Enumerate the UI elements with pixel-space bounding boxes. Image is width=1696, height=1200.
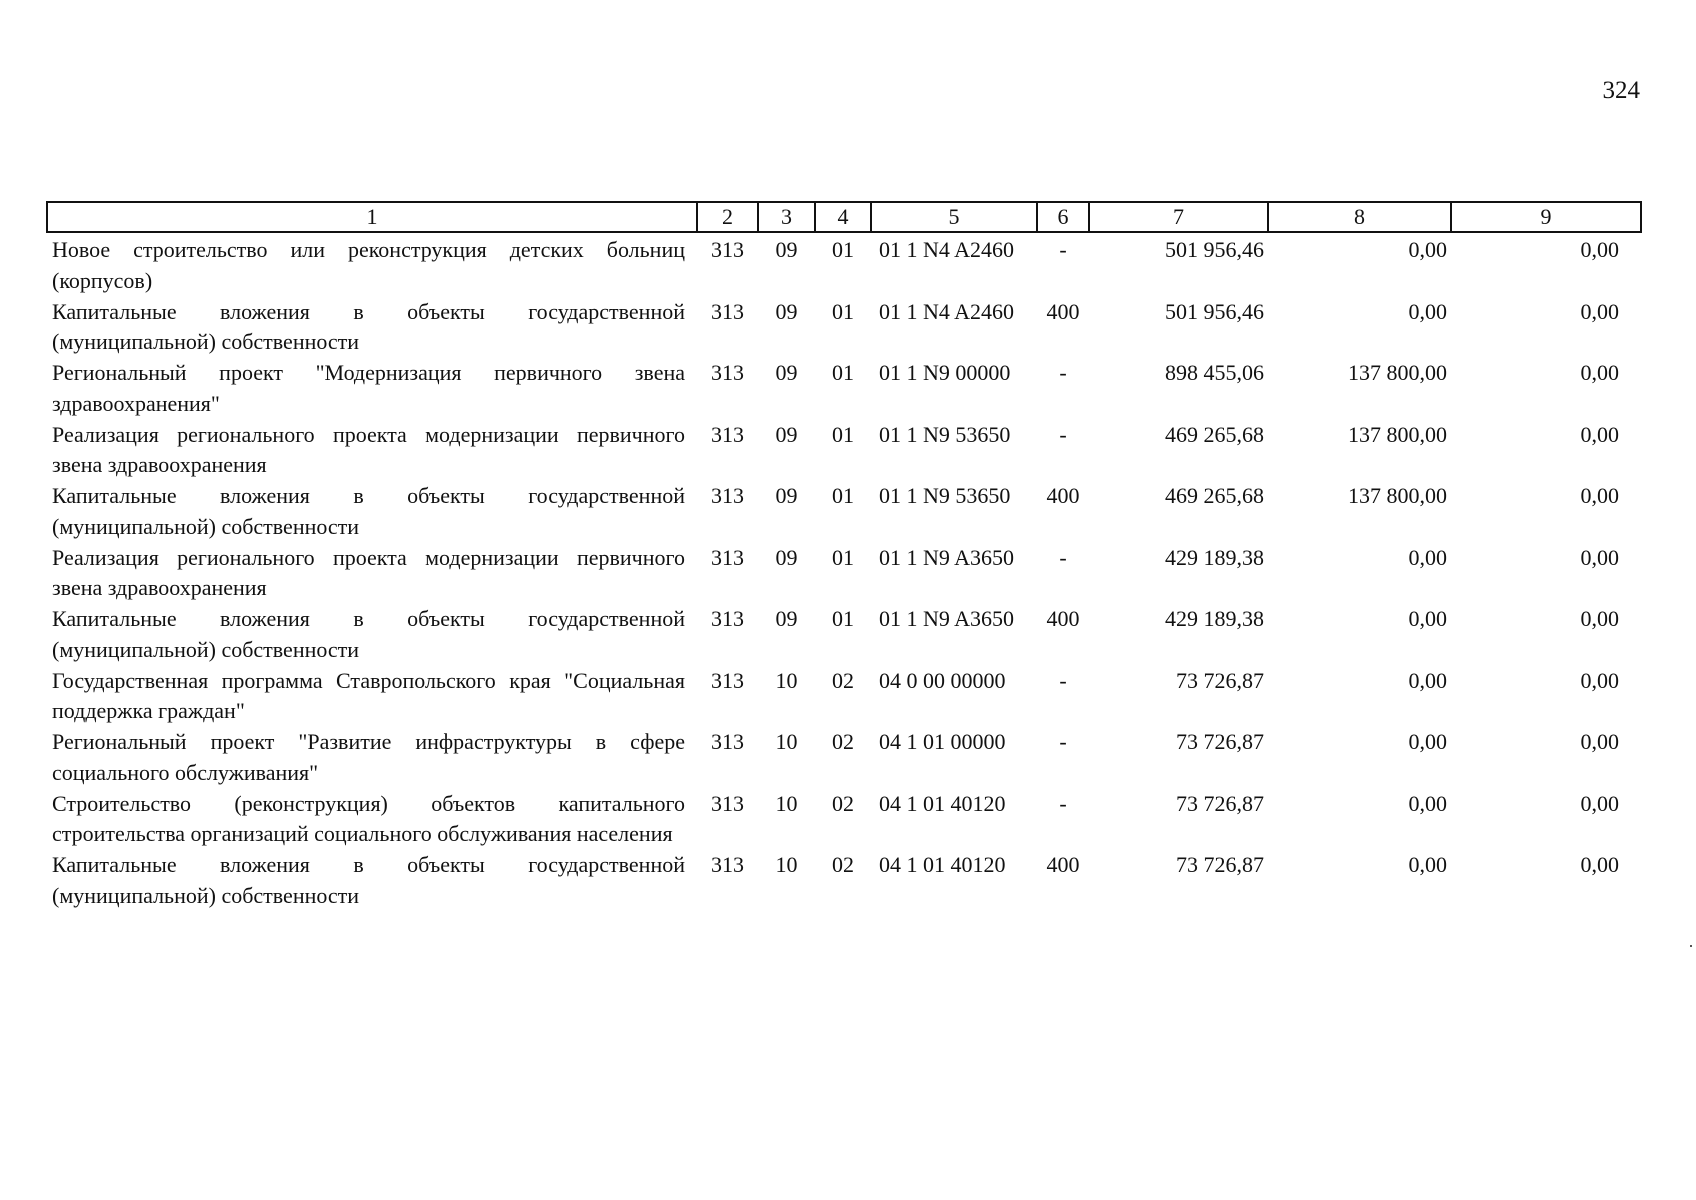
cell-amount-col9: 0,00 [1580,729,1619,754]
row-name: Региональный проект "Модернизация первичного звена здравоохранения" [52,360,685,416]
cell-amount-col7: 898 455,06 [1165,360,1264,385]
cell-expense-type: 400 [1046,298,1080,324]
cell-subsection-code: 02 [832,729,854,754]
cell-amount-col9: 0,00 [1580,544,1619,570]
cell-amount-col9: 0,00 [1580,421,1619,447]
table-row [47,604,1641,666]
table-row [47,543,1641,605]
table-row [47,666,1641,728]
table-row [47,232,1641,297]
cell-expense-type: - [1059,544,1067,570]
cell-amount-col7: 501 956,46 [1165,237,1264,262]
row-name: Региональный проект "Развитие инфраструктуры в сфере социального обслуживания" [52,729,685,785]
cell-amount-col8: 0,00 [1408,544,1447,570]
cell-ministry-code: 313 [711,237,744,262]
cell-subsection-code: 02 [832,790,854,816]
cell-subsection-code: 01 [832,237,854,262]
header-row [47,202,1641,232]
cell-amount-col7: 73 726,87 [1176,667,1264,693]
table-row [47,358,1641,420]
cell-amount-col8: 137 800,00 [1348,483,1447,508]
cell-amount-col7: 73 726,87 [1176,790,1264,816]
cell-amount-col7: 429 189,38 [1165,544,1264,570]
cell-section-code: 10 [775,667,798,693]
cell-subsection-code: 02 [832,852,854,877]
cell-ministry-code: 313 [711,298,744,324]
cell-section-code: 10 [775,790,798,816]
cell-target-code: 01 1 N4 A2460 [879,298,1015,324]
table-row [47,420,1641,482]
cell-amount-col9: 0,00 [1580,790,1619,816]
cell-section-code: 09 [775,298,798,324]
cell-expense-type: - [1059,667,1067,693]
row-name: Реализация регионального проекта модернизации первичного звена здравоохранения [52,421,685,477]
cell-section-code: 09 [775,237,798,262]
cell-ministry-code: 313 [711,667,744,693]
cell-ministry-code: 313 [711,483,744,508]
row-name: Капитальные вложения в объекты государственной (муниципальной) собственности [52,606,685,662]
cell-ministry-code: 313 [711,790,744,816]
row-name: Государственная программа Ставропольского края "Социальная поддержка граждан" [52,667,685,723]
cell-section-code: 09 [775,544,798,570]
header-col-1: 1 [47,202,697,232]
cell-section-code: 09 [775,360,798,385]
cell-expense-type: 400 [1046,852,1080,877]
row-name: Новое строительство или реконструкция детских больниц (корпусов) [52,237,685,293]
cell-subsection-code: 01 [832,298,854,324]
cell-section-code: 09 [775,421,798,447]
cell-expense-type: 400 [1046,483,1080,508]
cell-target-code: 01 1 N9 A3650 [879,606,1015,631]
cell-target-code: 04 1 01 40120 [879,852,1006,877]
cell-amount-col8: 137 800,00 [1348,421,1447,447]
cell-subsection-code: 01 [832,606,854,631]
header-col-8: 8 [1268,202,1451,232]
cell-ministry-code: 313 [711,852,744,877]
budget-table [46,201,1642,912]
cell-amount-col8: 0,00 [1408,790,1447,816]
cell-amount-col7: 429 189,38 [1165,606,1264,631]
cell-amount-col9: 0,00 [1580,360,1619,385]
cell-expense-type: - [1059,237,1067,262]
cell-subsection-code: 02 [832,667,854,693]
cell-ministry-code: 313 [711,606,744,631]
table-header [47,202,1641,232]
cell-subsection-code: 01 [832,360,854,385]
table-row [47,481,1641,543]
cell-amount-col8: 0,00 [1408,237,1447,262]
header-col-6: 6 [1037,202,1089,232]
cell-expense-type: 400 [1046,606,1080,631]
cell-amount-col8: 0,00 [1408,606,1447,631]
cell-expense-type: - [1059,421,1067,447]
cell-ministry-code: 313 [711,729,744,754]
table-body [47,232,1641,912]
cell-target-code: 04 0 00 00000 [879,667,1006,693]
cell-amount-col9: 0,00 [1580,483,1619,508]
cell-subsection-code: 01 [832,421,854,447]
cell-ministry-code: 313 [711,544,744,570]
cell-amount-col9: 0,00 [1580,667,1619,693]
table-row [47,789,1641,851]
cell-section-code: 09 [775,483,798,508]
scan-speck [1690,945,1692,947]
page-number: 324 [1602,77,1640,104]
cell-amount-col7: 469 265,68 [1165,483,1264,508]
cell-ministry-code: 313 [711,360,744,385]
cell-expense-type: - [1059,729,1067,754]
cell-amount-col9: 0,00 [1580,298,1619,324]
table-row [47,297,1641,359]
cell-amount-col7: 469 265,68 [1165,421,1264,447]
cell-target-code: 04 1 01 00000 [879,729,1006,754]
header-col-3: 3 [758,202,815,232]
row-name: Капитальные вложения в объекты государственной (муниципальной) собственности [52,483,685,539]
table-row [47,727,1641,789]
cell-target-code: 01 1 N4 A2460 [879,237,1015,262]
table-row [47,850,1641,912]
header-col-5: 5 [871,202,1037,232]
cell-target-code: 04 1 01 40120 [879,790,1006,816]
cell-amount-col7: 73 726,87 [1176,729,1264,754]
header-col-7: 7 [1089,202,1268,232]
cell-amount-col9: 0,00 [1580,852,1619,877]
row-name: Капитальные вложения в объекты государственной (муниципальной) собственности [52,852,685,908]
cell-ministry-code: 313 [711,421,744,447]
row-name: Реализация регионального проекта модернизации первичного звена здравоохранения [52,544,685,600]
cell-amount-col8: 0,00 [1408,852,1447,877]
cell-expense-type: - [1059,790,1067,816]
cell-subsection-code: 01 [832,483,854,508]
cell-amount-col7: 73 726,87 [1176,852,1264,877]
header-col-9: 9 [1451,202,1641,232]
row-name: Строительство (реконструкция) объектов капитального строительства организаций социального обслуживания населения [52,790,685,846]
cell-amount-col8: 0,00 [1408,298,1447,324]
cell-amount-col9: 0,00 [1580,606,1619,631]
cell-target-code: 01 1 N9 A3650 [879,544,1015,570]
header-col-2: 2 [697,202,758,232]
header-col-4: 4 [815,202,871,232]
cell-amount-col9: 0,00 [1580,237,1619,262]
cell-target-code: 01 1 N9 53650 [879,421,1011,447]
cell-amount-col8: 0,00 [1408,667,1447,693]
cell-target-code: 01 1 N9 53650 [879,483,1011,508]
cell-target-code: 01 1 N9 00000 [879,360,1011,385]
cell-expense-type: - [1059,360,1067,385]
cell-section-code: 09 [775,606,798,631]
cell-section-code: 10 [775,729,798,754]
cell-amount-col7: 501 956,46 [1165,298,1264,324]
cell-amount-col8: 0,00 [1408,729,1447,754]
cell-section-code: 10 [775,852,798,877]
row-name: Капитальные вложения в объекты государственной (муниципальной) собственности [52,298,685,354]
cell-subsection-code: 01 [832,544,854,570]
cell-amount-col8: 137 800,00 [1348,360,1447,385]
